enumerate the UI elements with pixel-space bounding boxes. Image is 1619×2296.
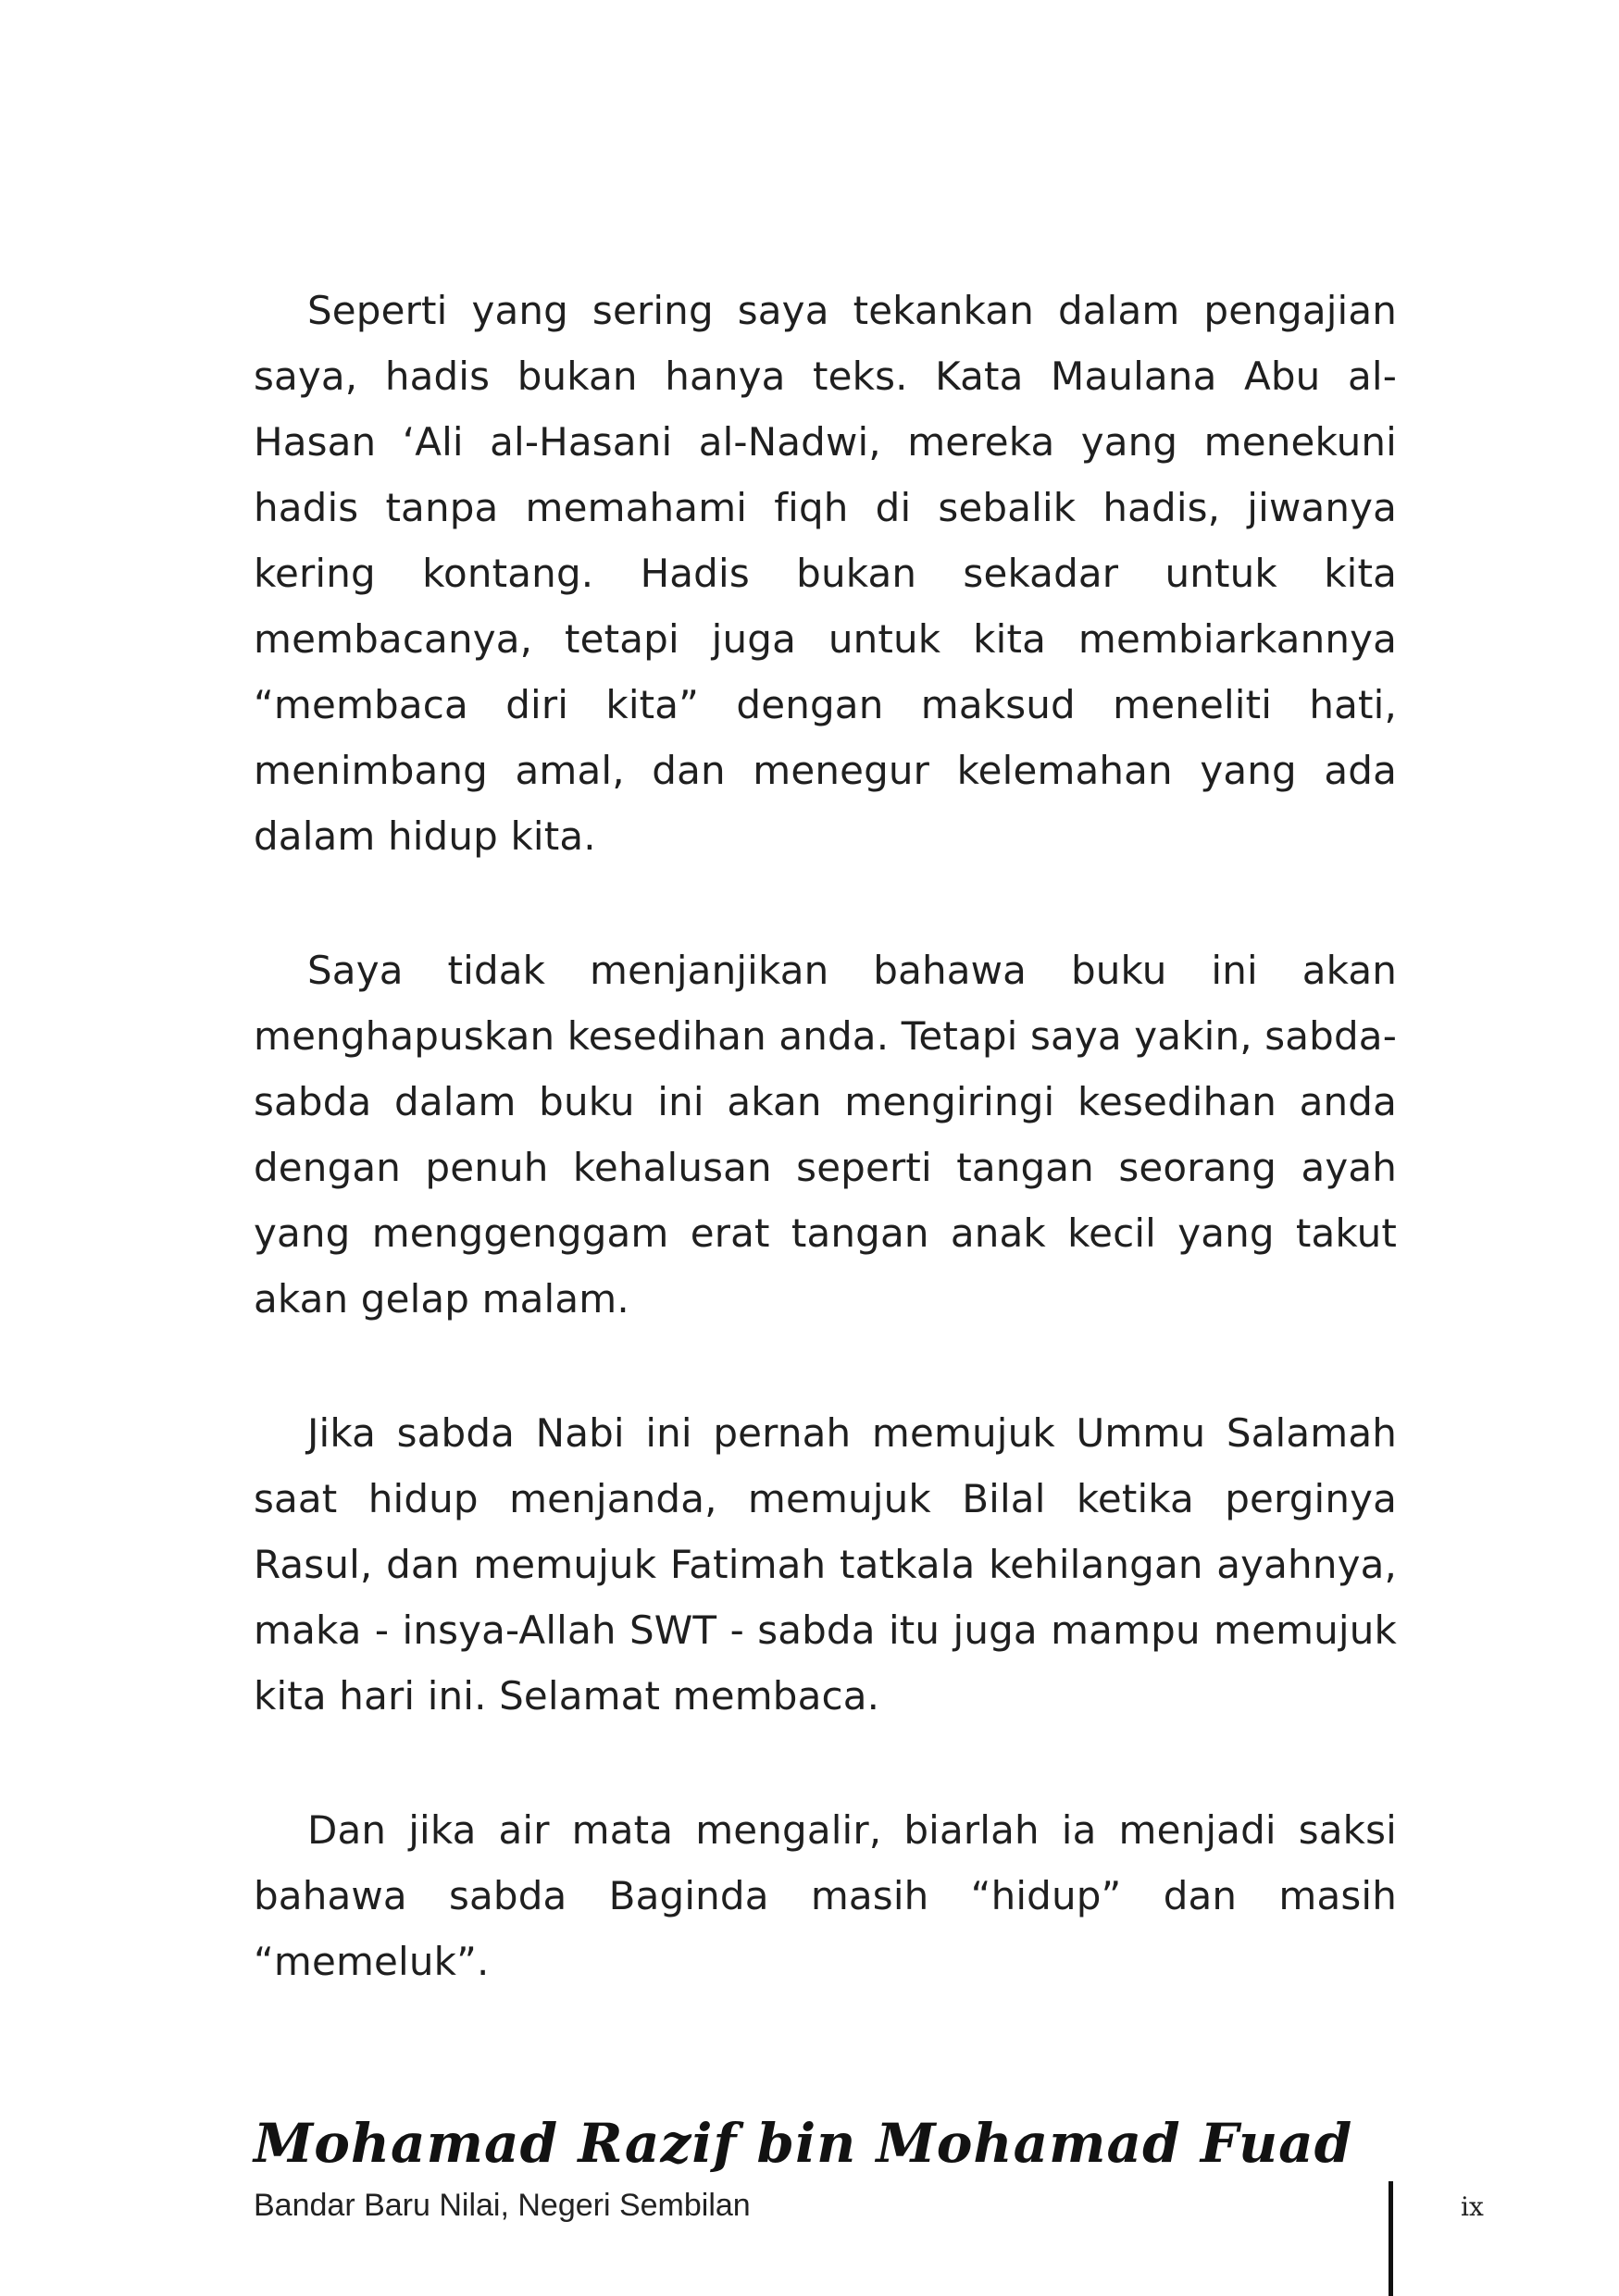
paragraph-3: Jika sabda Nabi ini pernah memujuk Ummu Salamah saat hidup menjanda, memujuk Bilal ketika perginya Rasul, dan memujuk Fatimah tatkala kehilangan ayahnya, maka - insya-Allah SWT - sabda itu juga mampu memujuk kita hari ini. Selamat membaca. [254, 1410, 1397, 1719]
page-number: ix [1461, 2191, 1484, 2222]
author-location: Bandar Baru Nilai, Negeri Sembilan [254, 2187, 751, 2223]
paragraph-2: Saya tidak menjanjikan bahawa buku ini akan menghapuskan kesedihan anda. Tetapi saya yakin, sabda-sabda dalam buku ini akan mengiringi kesedihan anda dengan penuh kehalusan seperti tangan seorang ayah yang menggenggam erat tangan anak kecil yang takut akan gelap malam. [254, 948, 1397, 1322]
author-signature: Mohamad Razif bin Mohamad Fuad [254, 2112, 1353, 2175]
paragraph-4: Dan jika air mata mengalir, biarlah ia menjadi saksi bahawa sabda Baginda masih “hidup” dan masih “memeluk”. [254, 1807, 1397, 1984]
paragraph-1: Seperti yang sering saya tekankan dalam pengajian saya, hadis bukan hanya teks. Kata Maulana Abu al-Hasan ‘Ali al-Hasani al-Nadwi, mereka yang menekuni hadis tanpa memahami fiqh di sebalik hadis, jiwanya kering kontang. Hadis bukan sekadar untuk kita membacanya, tetapi juga untuk kita membiarkannya “membaca diri kita” dengan maksud meneliti hati, menimbang amal, dan menegur kelemahan yang ada dalam hidup kita. [254, 288, 1397, 859]
footer-divider [1389, 2181, 1393, 2296]
page-body [254, 278, 1397, 2226]
